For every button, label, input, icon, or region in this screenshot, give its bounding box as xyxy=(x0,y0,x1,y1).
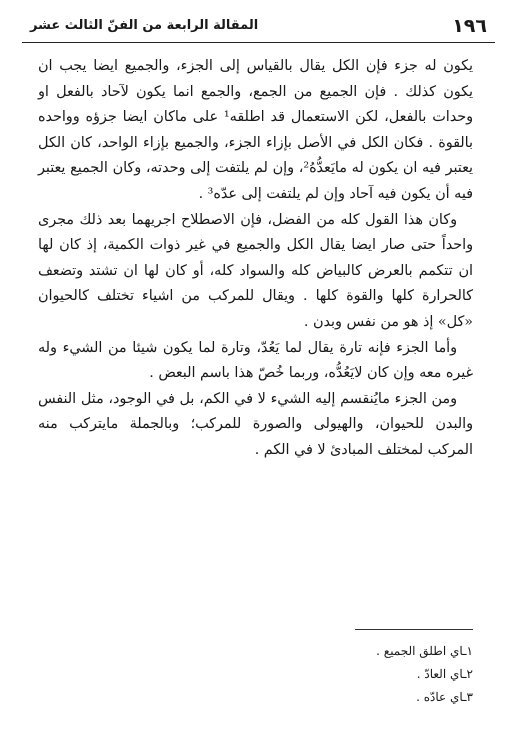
main-text xyxy=(38,54,473,464)
footnote-separator xyxy=(355,629,473,630)
paragraph: وأما الجزء فإنه تارة يقال لما يَعُدّ، وتارة لما يكون شيئا من الشيء وله غيره معه وإن كان لايَعُدُّه، وربما خُصّ هذا باسم البعض . xyxy=(38,339,473,382)
footnotes xyxy=(140,640,473,709)
running-title: المقالة الرابعة من الفنّ الثالث عشر xyxy=(30,18,259,33)
footnote-item: ١ـاي اطلق الجميع . xyxy=(376,644,473,658)
paragraph: ومن الجزء مايُنقسم إليه الشيء لا في الكم، بل في الوجود، مثل النفس والبدن للحيوان، والهيولى والصورة للمركب؛ وبالجملة مايتركب منه المركب لمختلف المبادئ لا في الكم . xyxy=(38,390,473,458)
page-number: ١٩٦ xyxy=(452,15,487,37)
paragraph: يكون له جزء فإن الكل يقال بالقياس إلى الجزء، والجميع ايضا يجب ان يكون كذلك . فإن الجميع من الجمع، والجمع انما يكون لآحاد بالفعل او وحدات بالفعل، لكن الاستعمال قد اطلقه¹ على ماكان ايضا جزؤه وواحده بالقوة . فكان الكل في الأصل بإزاء الجزء، والجميع بإزاء الواحد، كان الكل يعتبر فيه ان يكون له مايَعدُّهُ²، وإن لم يلتفت إلى وحدته، وكان الجميع يعتبر فيه أن يكون فيه آحاد وإن لم يلتفت إلى عدّه³ . xyxy=(38,58,473,202)
footnote-item: ٢ـاي العادّ . xyxy=(416,667,473,681)
footnote-item: ٣ـاي عادّه . xyxy=(416,690,473,704)
page-header xyxy=(22,14,495,43)
paragraph: وكان هذا القول كله من الفضل، فإن الاصطلاح اجريهما بعد ذلك مجرى واحداً حتى صار ايضا يقال الكل والجميع في غير ذوات الكمية، إذ كان لها ان تتكمم بالعرض كالبياض كله والسواد كله، أو كان لها ان تشتد وتضعف كالحرارة كلها والقوة كلها . ويقال للمركب من اشياء تختلف كالحيوان «كل» إذ هو من نفس وبدن . xyxy=(38,211,473,330)
